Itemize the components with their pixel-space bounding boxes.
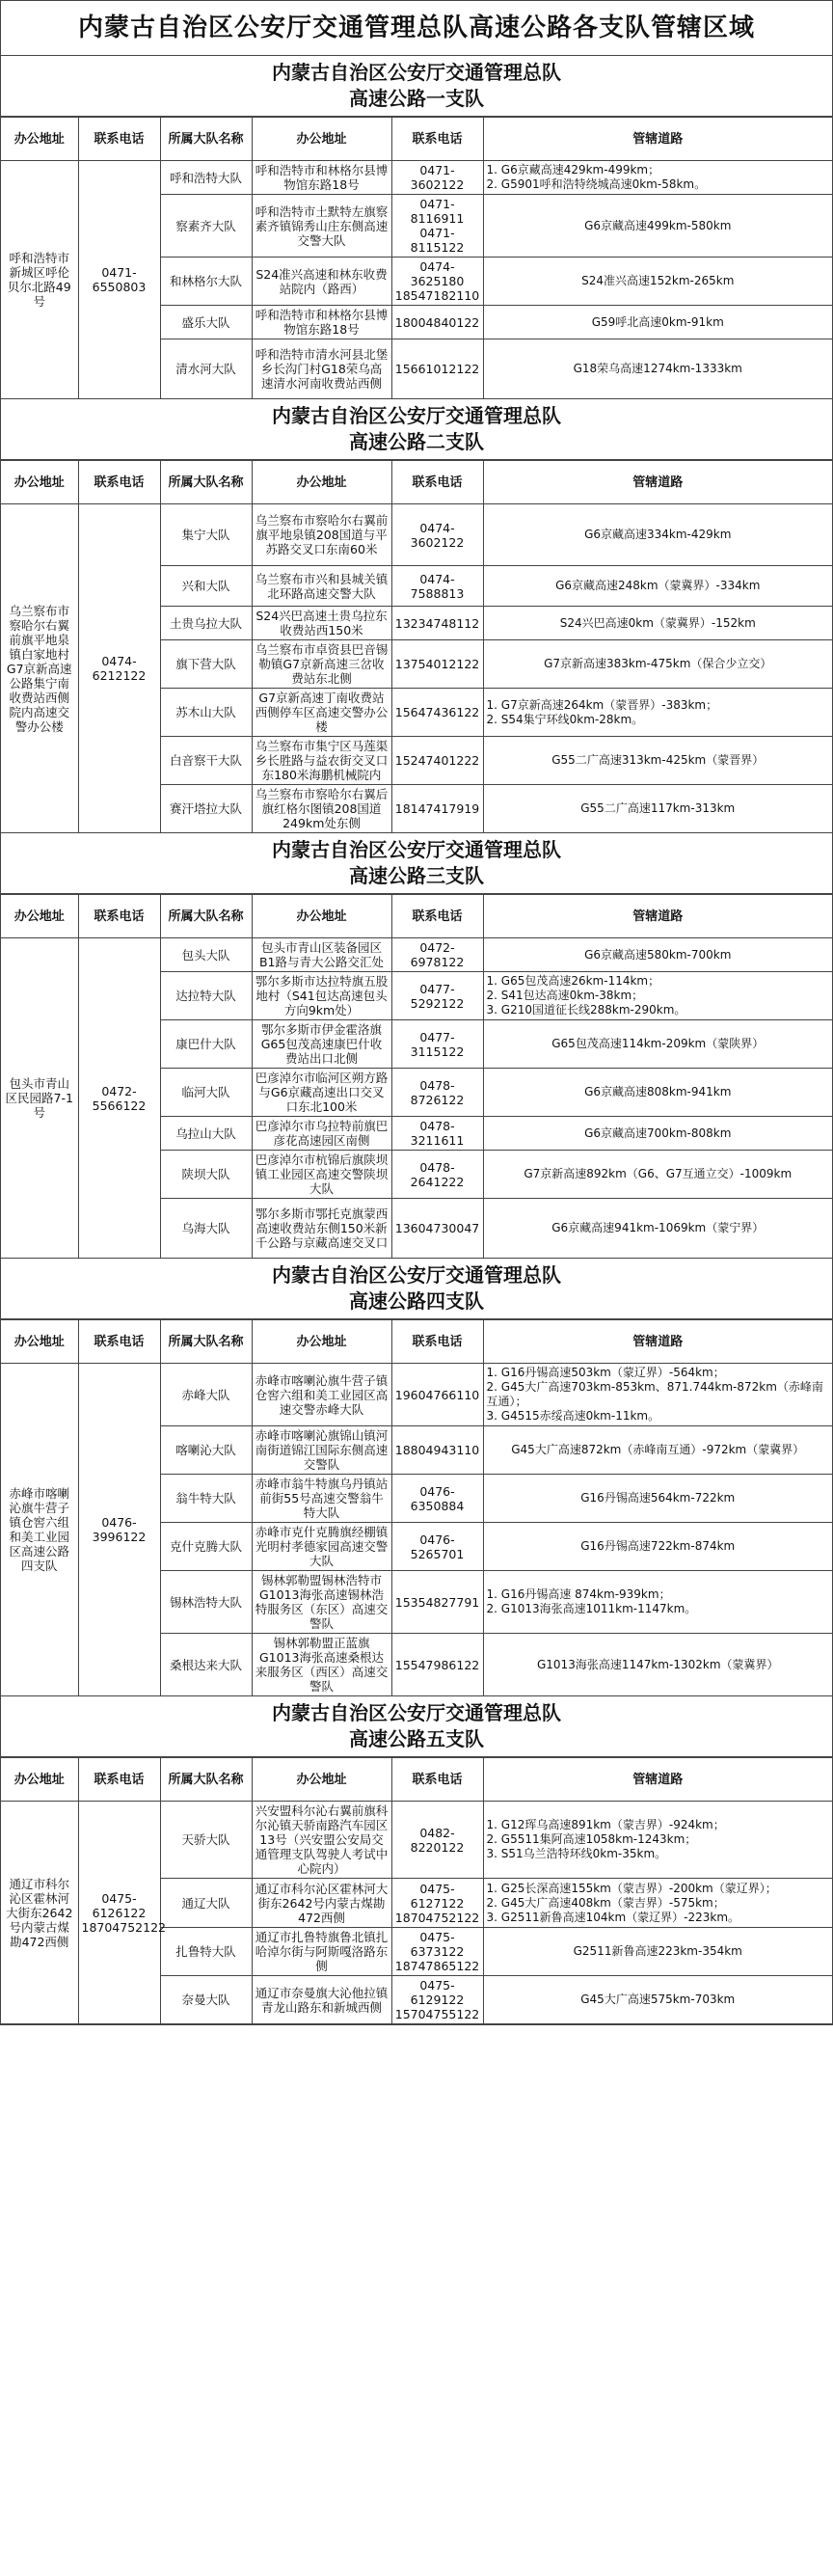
brigade-name: 白音察干大队	[160, 737, 252, 785]
brigade-address: 鄂尔多斯市伊金霍洛旗G65包茂高速康巴什收费站出口北侧	[252, 1020, 391, 1069]
section-title-line2: 高速公路四支队	[349, 1289, 484, 1313]
brigade-roads	[483, 1069, 832, 1117]
brigade-phone: 0476-5265701	[391, 1523, 483, 1571]
detachment-address: 呼和浩特市新城区呼伦贝尔北路49号	[1, 161, 78, 399]
brigade-table	[1, 894, 832, 1259]
brigade-name: 陕坝大队	[160, 1151, 252, 1199]
table-header-row	[1, 461, 832, 504]
brigade-roads	[483, 504, 832, 566]
section-title-line1: 内蒙古自治区公安厅交通管理总队	[272, 1701, 561, 1724]
brigade-name: 赤峰大队	[160, 1364, 252, 1426]
section-title-line1: 内蒙古自治区公安厅交通管理总队	[272, 838, 561, 861]
column-header-office-address: 办公地址	[1, 118, 78, 161]
road-line: G6京藏高速941km-1069km（蒙宁界）	[551, 1221, 765, 1234]
detachment-phone: 0476-3996122	[78, 1364, 160, 1696]
brigade-name: 达拉特大队	[160, 972, 252, 1020]
detachment-address: 乌兰察布市察哈尔右翼前旗平地泉镇白家地村G7京新高速公路集宁南收费站西侧院内高速交警办公楼	[1, 504, 78, 833]
road-line: G6京藏高速499km-580km	[584, 218, 732, 232]
column-header-roads: 管辖道路	[483, 1320, 832, 1364]
road-line: S24准兴高速152km-265km	[581, 274, 735, 287]
brigade-name: 包头大队	[160, 938, 252, 972]
road-line: G7京新高速383km-475km（保合少立交）	[544, 657, 772, 670]
section-title	[1, 1259, 832, 1319]
brigade-address: 巴彦淖尔市临河区朔方路与G6京藏高速出口交叉口东北100米	[252, 1069, 391, 1117]
section-title	[1, 833, 832, 894]
column-header-brigade-address: 办公地址	[252, 118, 391, 161]
brigade-address: S24准兴高速和林东收费站院内（路西）	[252, 258, 391, 306]
brigade-address: G7京新高速丁南收费站西侧停车区高速交警办公楼	[252, 689, 391, 737]
road-line: G16丹锡高速564km-722km	[580, 1491, 736, 1505]
brigade-address: S24兴巴高速土贵乌拉东收费站西150米	[252, 607, 391, 640]
brigade-phone: 0476-6350884	[391, 1475, 483, 1523]
brigade-roads	[483, 339, 832, 399]
table-row	[1, 161, 832, 195]
brigade-address: 赤峰市喀喇沁旗牛营子镇仓窖六组和美工业园区高速交警赤峰大队	[252, 1364, 391, 1426]
brigade-roads	[483, 1802, 832, 1879]
road-line: 1. G25长深高速155km（蒙吉界）-200km（蒙辽界）；	[486, 1881, 777, 1895]
brigade-table	[1, 1757, 832, 2024]
brigade-roads	[483, 1364, 832, 1426]
brigade-address: 乌兰察布市卓资县巴音锡勒镇G7京新高速三岔收费站东北侧	[252, 640, 391, 689]
sections-container	[1, 56, 832, 2024]
brigade-section	[1, 399, 832, 833]
column-header-brigade-address: 办公地址	[252, 895, 391, 938]
column-header-office-address: 办公地址	[1, 895, 78, 938]
road-line: 1. G16丹锡高速503km（蒙辽界）-564km；	[486, 1366, 725, 1379]
detachment-address: 包头市青山区民园路7-1号	[1, 938, 78, 1259]
brigade-name: 天骄大队	[160, 1802, 252, 1879]
road-line: G55二广高速117km-313km	[580, 801, 736, 815]
column-header-phone: 联系电话	[78, 1320, 160, 1364]
brigade-address: 通辽市科尔沁区霍林河大街东2642号内蒙古煤勘472西侧	[252, 1879, 391, 1928]
section-title-line1: 内蒙古自治区公安厅交通管理总队	[272, 1263, 561, 1287]
brigade-name: 乌拉山大队	[160, 1117, 252, 1151]
brigade-address: 赤峰市翁牛特旗乌丹镇站前街55号高速交警翁牛特大队	[252, 1475, 391, 1523]
column-header-brigade-name: 所属大队名称	[160, 895, 252, 938]
brigade-name: 盛乐大队	[160, 306, 252, 339]
brigade-name: 喀喇沁大队	[160, 1426, 252, 1475]
brigade-roads	[483, 1020, 832, 1069]
column-header-brigade-name: 所属大队名称	[160, 461, 252, 504]
brigade-roads	[483, 161, 832, 195]
brigade-roads	[483, 1976, 832, 2024]
brigade-name: 和林格尔大队	[160, 258, 252, 306]
column-header-brigade-address: 办公地址	[252, 1320, 391, 1364]
brigade-roads	[483, 938, 832, 972]
brigade-phone: 0482-8220122	[391, 1802, 483, 1879]
brigade-section	[1, 1696, 832, 2024]
brigade-name: 奈曼大队	[160, 1976, 252, 2024]
brigade-address: 锡林郭勒盟锡林浩特市G1013海张高速锡林浩特服务区（东区）高速交警队	[252, 1571, 391, 1634]
brigade-name: 扎鲁特大队	[160, 1928, 252, 1976]
section-title-line1: 内蒙古自治区公安厅交通管理总队	[272, 61, 561, 84]
brigade-name: 赛汗塔拉大队	[160, 785, 252, 833]
brigade-address: 巴彦淖尔市乌拉特前旗巴彦花高速园区南侧	[252, 1117, 391, 1151]
brigade-section	[1, 1259, 832, 1696]
brigade-phone: 0478-3211611	[391, 1117, 483, 1151]
brigade-phone: 19604766110	[391, 1364, 483, 1426]
column-header-office-address: 办公地址	[1, 1320, 78, 1364]
brigade-roads	[483, 1879, 832, 1928]
column-header-brigade-phone: 联系电话	[391, 1320, 483, 1364]
section-title	[1, 399, 832, 460]
road-line: 2. S41包达高速0km-38km；	[486, 989, 644, 1002]
table-row	[1, 938, 832, 972]
brigade-address: 包头市青山区装备园区B1路与青大公路交汇处	[252, 938, 391, 972]
brigade-phone: 0474-3602122	[391, 504, 483, 566]
column-header-brigade-phone: 联系电话	[391, 118, 483, 161]
brigade-phone: 15247401222	[391, 737, 483, 785]
brigade-roads	[483, 972, 832, 1020]
road-line: G45大广高速872km（赤峰南互通）-972km（蒙冀界）	[511, 1443, 805, 1456]
road-line: 1. G12珲乌高速891km（蒙吉界）-924km；	[486, 1818, 725, 1831]
brigade-roads	[483, 306, 832, 339]
road-line: 1. G16丹锡高速 874km-939km；	[486, 1587, 671, 1601]
road-line: 1. G7京新高速264km（蒙晋界）-383km；	[486, 697, 718, 712]
section-title	[1, 1696, 832, 1757]
brigade-roads	[483, 1426, 832, 1475]
brigade-roads	[483, 1199, 832, 1259]
brigade-roads	[483, 1117, 832, 1151]
section-title-line2: 高速公路二支队	[349, 430, 484, 453]
brigade-roads	[483, 1475, 832, 1523]
column-header-office-address: 办公地址	[1, 1758, 78, 1802]
document-title: 内蒙古自治区公安厅交通管理总队高速公路各支队管辖区域	[1, 1, 832, 56]
brigade-phone: 0471-3602122	[391, 161, 483, 195]
road-line: G45大广高速575km-703km	[580, 1993, 736, 2006]
brigade-name: 集宁大队	[160, 504, 252, 566]
road-line: 2. G45大广高速703km-853km、871.744km-872km（赤峰南互通）；	[486, 1380, 823, 1408]
road-line: G55二广高速313km-425km（蒙晋界）	[551, 753, 765, 767]
brigade-name: 呼和浩特大队	[160, 161, 252, 195]
table-row	[1, 504, 832, 566]
brigade-address: 赤峰市喀喇沁旗锦山镇河南街道锦江国际东侧高速交警队	[252, 1426, 391, 1475]
brigade-name: 康巴什大队	[160, 1020, 252, 1069]
detachment-address: 赤峰市喀喇沁旗牛营子镇仓窖六组和美工业园区高速公路四支队	[1, 1364, 78, 1696]
brigade-roads	[483, 640, 832, 689]
brigade-table	[1, 1319, 832, 1696]
road-line: 3. S51乌兰浩特环线0km-35km。	[486, 1847, 667, 1860]
road-line: G6京藏高速248km（蒙冀界）-334km	[555, 579, 761, 592]
brigade-phone: 15647436122	[391, 689, 483, 737]
brigade-phone: 18147417919	[391, 785, 483, 833]
road-line: G7京新高速892km（G6、G7互通立交）-1009km	[524, 1167, 793, 1180]
brigade-name: 兴和大队	[160, 566, 252, 607]
road-line: 2. G45大广高速408km（蒙吉界）-575km；	[486, 1895, 725, 1910]
brigade-address: 乌兰察布市集宁区马莲渠乡长胜路与益农街交叉口东180米海鹏机械院内	[252, 737, 391, 785]
brigade-roads	[483, 258, 832, 306]
column-header-roads: 管辖道路	[483, 895, 832, 938]
brigade-address: 赤峰市克什克腾旗经棚镇光明村孝德家园高速交警大队	[252, 1523, 391, 1571]
brigade-phone: 13604730047	[391, 1199, 483, 1259]
brigade-address: 乌兰察布市察哈尔右翼前旗平地泉镇208国道与平苏路交叉口东南60米	[252, 504, 391, 566]
section-title-line2: 高速公路五支队	[349, 1727, 484, 1750]
road-line: G2511新鲁高速223km-354km	[573, 1944, 742, 1958]
section-title-line2: 高速公路一支队	[349, 87, 484, 110]
brigade-roads	[483, 1523, 832, 1571]
brigade-address: 呼和浩特市和林格尔县博物馆东路18号	[252, 161, 391, 195]
table-header-row	[1, 118, 832, 161]
brigade-name: 旗下营大队	[160, 640, 252, 689]
brigade-roads	[483, 1634, 832, 1696]
brigade-phone: 18804943110	[391, 1426, 483, 1475]
brigade-phone: 0475-6129122 15704755122	[391, 1976, 483, 2024]
brigade-name: 通辽大队	[160, 1879, 252, 1928]
brigade-section	[1, 833, 832, 1259]
brigade-phone: 15547986122	[391, 1634, 483, 1696]
brigade-roads	[483, 1151, 832, 1199]
brigade-roads	[483, 195, 832, 258]
brigade-phone: 0472-6978122	[391, 938, 483, 972]
section-title	[1, 56, 832, 117]
brigade-phone: 15354827791	[391, 1571, 483, 1634]
column-header-phone: 联系电话	[78, 118, 160, 161]
column-header-brigade-phone: 联系电话	[391, 895, 483, 938]
road-line: G6京藏高速580km-700km	[584, 947, 732, 962]
brigade-roads	[483, 566, 832, 607]
brigade-phone: 18004840122	[391, 306, 483, 339]
table-row	[1, 1364, 832, 1426]
column-header-brigade-phone: 联系电话	[391, 461, 483, 504]
column-header-brigade-phone: 联系电话	[391, 1758, 483, 1802]
brigade-table	[1, 117, 832, 399]
column-header-phone: 联系电话	[78, 895, 160, 938]
brigade-phone: 0477-5292122	[391, 972, 483, 1020]
brigade-name: 清水河大队	[160, 339, 252, 399]
column-header-office-address: 办公地址	[1, 461, 78, 504]
column-header-brigade-name: 所属大队名称	[160, 1320, 252, 1364]
road-line: G6京藏高速334km-429km	[584, 528, 732, 541]
road-line: G6京藏高速700km-808km	[584, 1125, 732, 1140]
brigade-name: 锡林浩特大队	[160, 1571, 252, 1634]
brigade-phone: 0478-8726122	[391, 1069, 483, 1117]
brigade-roads	[483, 737, 832, 785]
brigade-roads	[483, 1571, 832, 1634]
brigade-name: 苏木山大队	[160, 689, 252, 737]
brigade-name: 临河大队	[160, 1069, 252, 1117]
brigade-address: 乌兰察布市察哈尔右翼后旗红格尔图镇208国道249km处东侧	[252, 785, 391, 833]
brigade-phone: 0478-2641222	[391, 1151, 483, 1199]
brigade-phone: 0474-7588813	[391, 566, 483, 607]
table-header-row	[1, 1758, 832, 1802]
column-header-phone: 联系电话	[78, 461, 160, 504]
column-header-brigade-name: 所属大队名称	[160, 118, 252, 161]
brigade-phone: 0475-6373122 18747865122	[391, 1928, 483, 1976]
section-title-line1: 内蒙古自治区公安厅交通管理总队	[272, 404, 561, 427]
road-line: G65包茂高速114km-209km（蒙陕界）	[551, 1037, 765, 1050]
brigade-address: 鄂尔多斯市鄂托克旗蒙西高速收费站东侧150米新千公路与京藏高速交叉口	[252, 1199, 391, 1259]
brigade-name: 翁牛特大队	[160, 1475, 252, 1523]
brigade-phone: 0477-3115122	[391, 1020, 483, 1069]
road-line: 1. G65包茂高速26km-114km；	[486, 974, 660, 988]
road-line: 2. G1013海张高速1011km-1147km。	[486, 1602, 697, 1615]
brigade-roads	[483, 785, 832, 833]
column-header-brigade-address: 办公地址	[252, 1758, 391, 1802]
detachment-phone: 0471-6550803	[78, 161, 160, 399]
brigade-section	[1, 56, 832, 399]
brigade-table	[1, 460, 832, 833]
brigade-phone: 0474-3625180 18547182110	[391, 258, 483, 306]
road-line: 2. S54集宁环线0km-28km。	[486, 712, 644, 726]
brigade-phone: 13754012122	[391, 640, 483, 689]
brigade-address: 鄂尔多斯市达拉特旗五股地村（S41包达高速包头方向9km处）	[252, 972, 391, 1020]
brigade-address: 通辽市奈曼旗大沁他拉镇青龙山路东和新城西侧	[252, 1976, 391, 2024]
section-title-line2: 高速公路三支队	[349, 864, 484, 887]
column-header-roads: 管辖道路	[483, 1758, 832, 1802]
detachment-phone: 0474-6212122	[78, 504, 160, 833]
table-header-row	[1, 895, 832, 938]
brigade-phone: 13234748112	[391, 607, 483, 640]
brigade-address: 锡林郭勒盟正蓝旗G1013海张高速桑根达来服务区（西区）高速交警队	[252, 1634, 391, 1696]
road-line: 2. G5901呼和浩特绕城高速0km-58km。	[486, 177, 707, 191]
column-header-phone: 联系电话	[78, 1758, 160, 1802]
road-line: G16丹锡高速722km-874km	[580, 1539, 736, 1553]
column-header-roads: 管辖道路	[483, 461, 832, 504]
column-header-brigade-name: 所属大队名称	[160, 1758, 252, 1802]
detachment-address: 通辽市科尔沁区霍林河大街东2642号内蒙古煤勘472西侧	[1, 1802, 78, 2024]
road-line: 3. G210国道征长线288km-290km。	[486, 1003, 686, 1017]
brigade-address: 兴安盟科尔沁右翼前旗科尔沁镇天骄南路汽车园区13号（兴安盟公安局交通管理支队驾驶人考试中心院内）	[252, 1802, 391, 1879]
column-header-brigade-address: 办公地址	[252, 461, 391, 504]
road-line: G6京藏高速808km-941km	[584, 1085, 732, 1098]
detachment-phone: 0472-5566122	[78, 938, 160, 1259]
table-row	[1, 1802, 832, 1879]
road-line: 2. G5511集阿高速1058km-1243km；	[486, 1832, 697, 1846]
brigade-name: 察素齐大队	[160, 195, 252, 258]
road-line: G1013海张高速1147km-1302km（蒙冀界）	[536, 1657, 779, 1671]
column-header-roads: 管辖道路	[483, 118, 832, 161]
brigade-address: 乌兰察布市兴和县城关镇北环路高速交警大队	[252, 566, 391, 607]
brigade-address: 呼和浩特市土默特左旗察素齐镇锦秀山庄东侧高速交警大队	[252, 195, 391, 258]
table-header-row	[1, 1320, 832, 1364]
road-line: G59呼北高速0km-91km	[591, 314, 724, 329]
road-line: 3. G4515赤绥高速0km-11km。	[486, 1409, 660, 1423]
brigade-name: 克什克腾大队	[160, 1523, 252, 1571]
brigade-address: 呼和浩特市和林格尔县博物馆东路18号	[252, 306, 391, 339]
brigade-address: 巴彦淖尔市杭锦后旗陕坝镇工业园区高速交警陕坝大队	[252, 1151, 391, 1199]
brigade-address: 呼和浩特市清水河县北堡乡长沟门村G18荣乌高速清水河南收费站西侧	[252, 339, 391, 399]
brigade-name: 桑根达来大队	[160, 1634, 252, 1696]
brigade-roads	[483, 607, 832, 640]
brigade-phone: 0471-8116911 0471-8115122	[391, 195, 483, 258]
road-line: 1. G6京藏高速429km-499km；	[486, 163, 660, 176]
brigade-name: 土贵乌拉大队	[160, 607, 252, 640]
road-line: 3. G2511新鲁高速104km（蒙辽界）-223km。	[486, 1910, 740, 1924]
detachment-phone: 0475-6126122 18704752122	[78, 1802, 160, 2024]
road-line: S24兴巴高速0km（蒙冀界）-152km	[559, 615, 756, 630]
brigade-name: 乌海大队	[160, 1199, 252, 1259]
road-line: G18荣乌高速1274km-1333km	[573, 362, 742, 375]
brigade-address: 通辽市扎鲁特旗鲁北镇扎哈淖尔街与阿斯嘎洛路东侧	[252, 1928, 391, 1976]
brigade-roads	[483, 689, 832, 737]
brigade-phone: 0475-6127122 18704752122	[391, 1879, 483, 1928]
brigade-phone: 15661012122	[391, 339, 483, 399]
brigade-roads	[483, 1928, 832, 1976]
